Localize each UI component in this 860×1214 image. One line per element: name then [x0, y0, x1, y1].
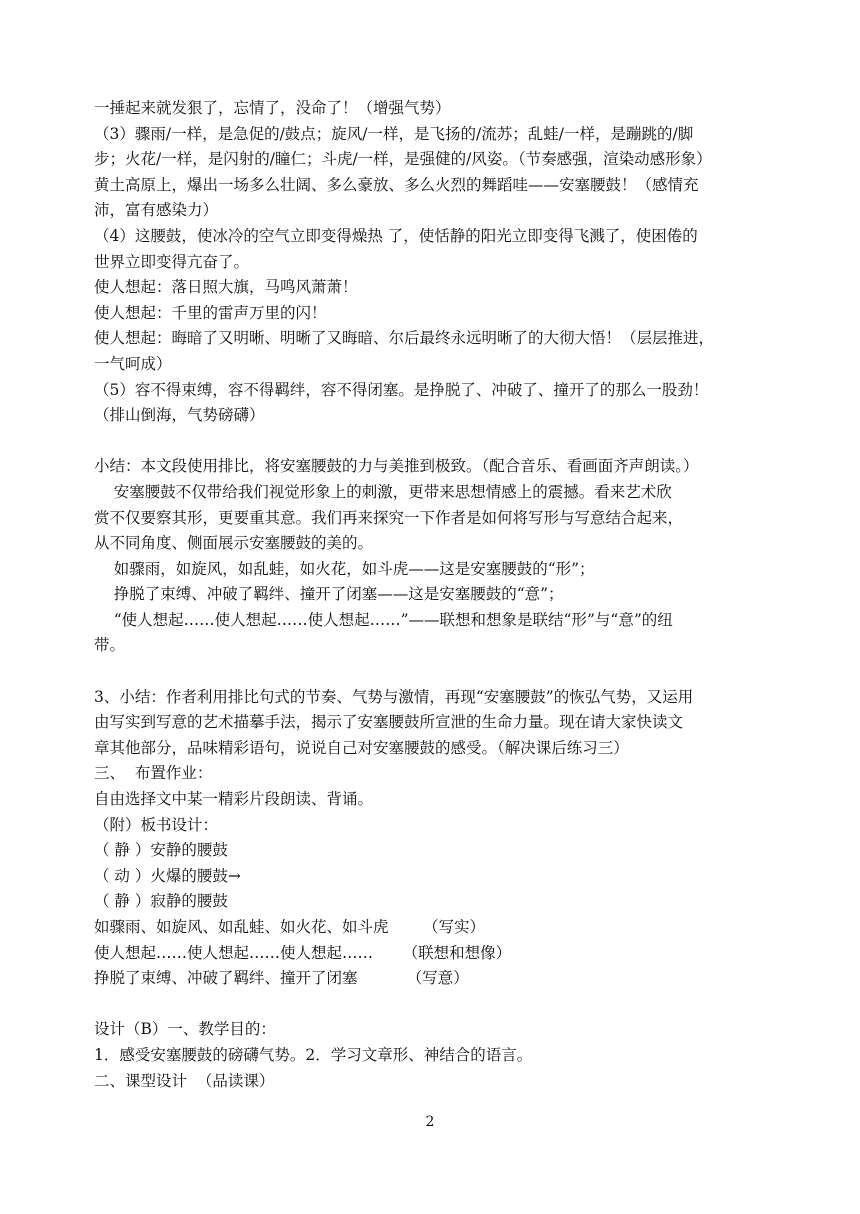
text-line: （排山倒海，气势磅礴） — [94, 406, 265, 425]
text-line: 带。 — [94, 636, 126, 655]
text-line: 二、课型设计 （品读课） — [94, 1071, 275, 1090]
text-line: 使人想起……使人想起……使人想起…… （联想和想像） — [94, 943, 512, 962]
text-line: 挣脱了束缚、冲破了羁绊、撞开了闭塞 （写意） — [94, 969, 469, 988]
text-line: （ 静 ）寂静的腰鼓 — [94, 892, 228, 911]
text-line: “使人想起……使人想起……使人想起……”——联想和想象是联结“形”与“意”的纽 — [94, 610, 673, 629]
text-line: （3）骤雨/一样，是急促的/鼓点；旋风/一样，是飞扬的/流苏；乱蛙/一样，是蹦跳的/脚 — [94, 124, 694, 143]
text-line: 设计（B）一、教学目的： — [94, 1020, 276, 1039]
text-line: 一捶起来就发狠了，忘情了，没命了！（增强气势） — [94, 99, 451, 117]
text-line: 如骤雨，如旋风，如乱蛙，如火花，如斗虎——这是安塞腰鼓的“形”； — [94, 559, 595, 578]
text-line: （ 动 ）火爆的腰鼓→ — [94, 866, 241, 885]
blank-line — [94, 429, 770, 455]
text-line: 如骤雨、如旋风、如乱蛙、如火花、如斗虎 （写实） — [94, 918, 485, 936]
text-line: 三、 布置作业： — [94, 764, 213, 783]
text-line: （5）容不得束缚，容不得羁绊，容不得闭塞。是挣脱了、冲破了、撞开了的那么一股劲！ — [94, 380, 709, 399]
text-line: 从不同角度、侧面展示安塞腰鼓的美的。 — [94, 534, 374, 553]
text-line: 使人想起：落日照大旗，马鸣风萧萧！ — [94, 278, 358, 297]
text-line: 1．感受安塞腰鼓的磅礴气势。2．学习文章形、神结合的语言。 — [94, 1045, 533, 1064]
text-line: 使人想起：晦暗了又明晰、明晰了又晦暗、尔后最终永远明晰了的大彻大悟！（层层推进， — [94, 329, 715, 348]
text-line: 章其他部分，品味精彩语句，说说自己对安塞腰鼓的感受。（解决课后练习三） — [94, 738, 629, 757]
text-line: （4）这腰鼓，使冰冷的空气立即变得燥热 了，使恬静的阳光立即变得飞溅了，使困倦的 — [94, 226, 698, 245]
text-line: 使人想起：千里的雷声万里的闪！ — [94, 303, 327, 322]
page-number: 2 — [425, 1114, 435, 1130]
document-body — [94, 96, 770, 1094]
text-line: 沛，富有感染力） — [94, 201, 219, 220]
text-line: 世界立即变得亢奋了。 — [94, 252, 250, 271]
text-line: 小结：本文段使用排比，将安塞腰鼓的力与美推到极致。（配合音乐、看画面齐声朗读。） — [94, 457, 699, 476]
text-line: 由写实到写意的艺术描摹手法，揭示了安塞腰鼓所宣泄的生命力量。现在请大家快读文 — [94, 713, 684, 732]
blank-line — [94, 992, 770, 1018]
blank-line — [94, 659, 770, 685]
text-line: 3、小结：作者利用排比句式的节奏、气势与激情，再现“安塞腰鼓”的恢弘气势，又运用 — [94, 687, 694, 706]
text-line: 安塞腰鼓不仅带给我们视觉形象上的刺激，更带来思想情感上的震撼。看来艺术欣 — [94, 482, 672, 501]
text-line: （ 静 ）安静的腰鼓 — [94, 841, 228, 860]
text-line: 黄土高原上，爆出一场多么壮阔、多么豪放、多么火烈的舞蹈哇——安塞腰鼓！（感情充 — [94, 175, 699, 194]
text-line: 挣脱了束缚、冲破了羁绊、撞开了闭塞——这是安塞腰鼓的“意”； — [94, 585, 564, 604]
text-line: 自由选择文中某一精彩片段朗读、背诵。 — [94, 790, 374, 809]
text-line: 一气呵成） — [94, 354, 172, 373]
text-line: 步；火花/一样，是闪射的/瞳仁；斗虎/一样，是强健的/风姿。（节奏感强，渲染动感形象） — [94, 150, 712, 169]
text-line: （附）板书设计： — [94, 815, 219, 834]
text-line: 赏不仅要察其形，更要重其意。我们再来探究一下作者是如何将写形与写意结合起来， — [94, 508, 684, 527]
